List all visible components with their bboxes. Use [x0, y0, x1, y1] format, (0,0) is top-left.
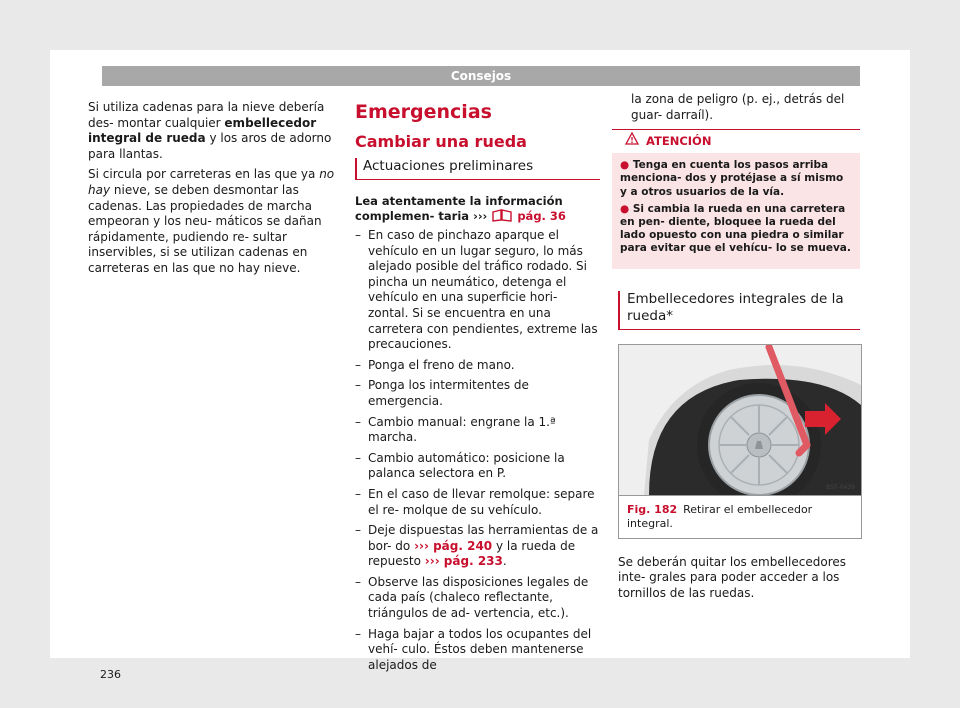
- preliminary-steps-list: [355, 228, 600, 673]
- page-number: 236: [100, 668, 121, 681]
- chapter-title: Emergencias: [355, 101, 492, 123]
- subsection-title: Actuaciones preliminares: [355, 158, 600, 180]
- book-reference-icon: [491, 209, 513, 222]
- paragraph-continuation: la zona de peligro (p. ej., detrás del guar- darraíl).: [631, 92, 845, 122]
- column-right: [618, 92, 860, 606]
- intro-note: Lea atentamente la información complemen- taria ››› pág. 36: [355, 194, 566, 223]
- warning-body: [612, 153, 860, 268]
- list-item: – Deje dispuestas las herramientas de a bor- do ››› pág. 240 y la rueda de repuesto ››› pág. 233.: [355, 523, 600, 570]
- paragraph-no-snow: Si circula por carreteras en las que ya no hay nieve, se deben desmontar las cadenas. Las propiedades de marcha empeoran y los neu- máticos se dañan rápidamente, pudiendo re- sultar inservibles, si se utilizan cadenas en carreteras en las que no hay nieve.: [88, 167, 335, 275]
- list-item: – Ponga los intermitentes de emergencia.: [355, 378, 600, 409]
- warning-item: ● Tenga en cuenta los pasos arriba menciona- dos y protéjase a sí mismo y a otros usuarios de la vía.: [620, 159, 844, 198]
- warning-header: ATENCIÓN: [612, 130, 860, 153]
- list-item: – Ponga el freno de mano.: [355, 358, 600, 374]
- figure: [618, 344, 862, 539]
- column-middle: [355, 100, 600, 678]
- warning-triangle-icon: [625, 132, 639, 145]
- section-header: Consejos: [102, 66, 860, 86]
- page-reference-link[interactable]: pág. 36: [517, 209, 566, 223]
- list-item: – Cambio manual: engrane la 1.ª marcha.: [355, 415, 600, 446]
- list-item: – Cambio automático: posicione la palanca selectora en P.: [355, 451, 600, 482]
- warning-item: ● Si cambia la rueda en una carretera en pen- diente, bloquee la rueda del lado opuesto con una piedra o similar para evitar que el vehícu- lo se mueva.: [620, 202, 851, 255]
- page-reference-link[interactable]: ››› pág. 240: [414, 538, 493, 553]
- list-item: – En el caso de llevar remolque: separe el re- molque de su vehículo.: [355, 487, 600, 518]
- page-reference-link[interactable]: ››› pág. 233: [424, 554, 503, 569]
- paragraph-snow-chains: Si utiliza cadenas para la nieve debería des- montar cualquier embellecedor integral de rueda y los aros de adorno para llantas.: [88, 100, 332, 161]
- paragraph-hubcaps: Se deberán quitar los embellecedores inte- grales para poder acceder a los tornillos de las ruedas.: [618, 554, 846, 600]
- list-item: – Haga bajar a todos los ocupantes del vehí- culo. Éstos deben mantenerse alejados de: [355, 627, 600, 674]
- document-page: [50, 50, 910, 681]
- list-item: – En caso de pinchazo aparque el vehículo en un lugar seguro, lo más alejado posible del tráfico rodado. Si pincha un neumático, detenga el vehículo en una superficie hori- zontal. Si se encuentra en una carretera con pendientes, extreme las precauciones.: [355, 228, 600, 353]
- list-item: – Observe las disposiciones legales de cada país (chaleco reflectante, triángulos de ad- vertencia, etc.).: [355, 575, 600, 622]
- section-title: Cambiar una rueda: [355, 132, 527, 151]
- wheel-cover-removal-illustration: [619, 345, 861, 495]
- subsection-title-hubcaps: Embellecedores integrales de la rueda*: [618, 291, 860, 330]
- warning-box: [612, 129, 860, 268]
- column-left: [88, 100, 340, 282]
- figure-code: B5F-0439: [826, 483, 855, 491]
- figure-caption: Fig. 182 Retirar el embellecedor integral.: [619, 495, 861, 538]
